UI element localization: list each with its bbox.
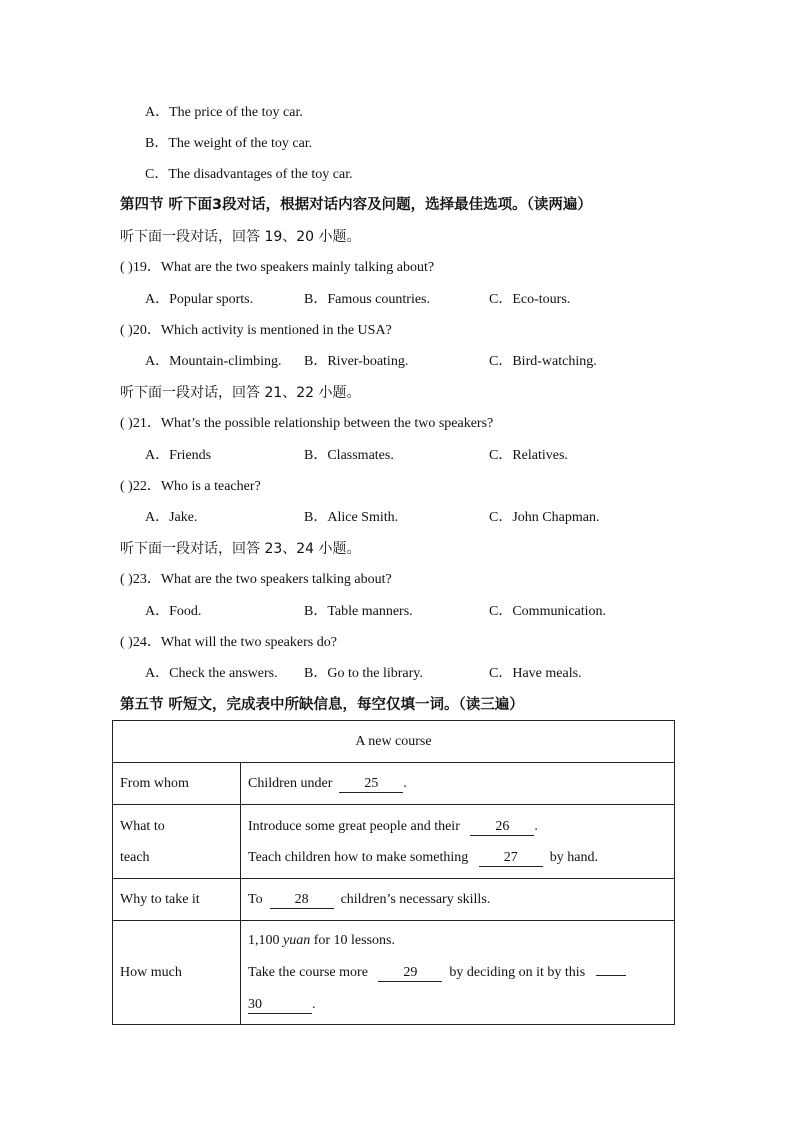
answer-blank-30-start[interactable] — [596, 975, 626, 976]
option-c: C．Bird-watching. — [489, 354, 597, 369]
dialogue-intro: 听下面一段对话，回答 19、20 小题。 — [120, 229, 361, 245]
content-line — [248, 842, 667, 873]
answer-blank-26[interactable]: 26 — [470, 819, 534, 836]
q18-option-b — [145, 135, 312, 153]
answer-blank-30[interactable]: 30 — [248, 997, 312, 1014]
row-label: From whom — [113, 763, 241, 805]
option-a: A．Jake. — [145, 510, 198, 525]
table-title: A new course — [113, 721, 675, 763]
section4-heading: 第四节 听下面3段对话，根据对话内容及问题，选择最佳选项。（读两遍） — [120, 197, 592, 213]
row-content — [241, 763, 675, 805]
option-text: The weight of the toy car. — [168, 136, 313, 151]
table-row — [113, 879, 675, 921]
option-b: B．Alice Smith. — [304, 510, 399, 525]
answer-blank-27[interactable]: 27 — [479, 850, 543, 867]
q18-option-a — [145, 104, 303, 122]
text: Teach children how to make something — [248, 849, 469, 865]
row-label — [113, 805, 241, 879]
option-c: C．Have meals. — [489, 666, 582, 681]
option-a: A．Friends — [145, 448, 212, 463]
row-label: How much — [113, 921, 241, 1025]
row-content — [241, 805, 675, 879]
text: Take the course more — [248, 964, 368, 980]
content-line — [248, 925, 667, 957]
text: To — [248, 892, 263, 907]
question-stem: ( )19．What are the two speakers mainly talking about? — [120, 260, 435, 275]
option-a: A．Mountain-climbing. — [145, 354, 282, 369]
row-content — [241, 921, 675, 1025]
text-italic: yuan — [283, 932, 311, 948]
option-c: C．Eco-tours. — [489, 292, 571, 307]
option-a: A．Popular sports. — [145, 292, 254, 307]
label-line: teach — [120, 849, 150, 865]
option-a: A．Check the answers. — [145, 666, 278, 681]
dialogue-intro: 听下面一段对话，回答 21、22 小题。 — [120, 385, 361, 401]
table-row — [113, 721, 675, 763]
option-a: A．Food. — [145, 604, 202, 619]
question-stem: ( )22．Who is a teacher? — [120, 479, 261, 494]
section5-heading: 第五节 听短文，完成表中所缺信息，每空仅填一词。（读三遍） — [120, 697, 524, 713]
question-stem: ( )23．What are the two speakers talking about? — [120, 572, 392, 587]
text: . — [534, 818, 538, 834]
row-label: Why to take it — [113, 879, 241, 921]
option-b: B．Go to the library. — [304, 666, 423, 681]
text: by deciding on it by this — [449, 964, 586, 980]
question-stem: ( )24．What will the two speakers do? — [120, 635, 337, 650]
q18-option-c — [145, 166, 353, 184]
content-line — [248, 957, 667, 989]
option-text: The price of the toy car. — [169, 105, 303, 120]
option-letter: B． — [145, 136, 169, 151]
option-b: B．Famous countries. — [304, 292, 430, 307]
answer-blank-29[interactable]: 29 — [378, 965, 442, 982]
row-content — [241, 879, 675, 921]
table-row — [113, 805, 675, 879]
text: 1,100 — [248, 932, 280, 948]
option-c: C．John Chapman. — [489, 510, 600, 525]
dialogue-intro: 听下面一段对话，回答 23、24 小题。 — [120, 541, 361, 557]
text: Children under — [248, 776, 333, 791]
question-stem: ( )20．Which activity is mentioned in the USA? — [120, 323, 392, 338]
question-stem: ( )21．What’s the possible relationship between the two speakers? — [120, 416, 494, 431]
option-text: The disadvantages of the toy car. — [168, 167, 353, 182]
option-letter: C． — [145, 167, 169, 182]
label-line: What to — [120, 818, 165, 834]
option-b: B．Table manners. — [304, 604, 413, 619]
content-line — [248, 989, 667, 1021]
text: by hand. — [549, 849, 598, 865]
text: for 10 lessons. — [313, 932, 395, 948]
text: . — [312, 996, 316, 1012]
text: Introduce some great people and their — [248, 818, 460, 834]
option-b: B．Classmates. — [304, 448, 394, 463]
option-c: C．Communication. — [489, 604, 607, 619]
answer-blank-28[interactable]: 28 — [270, 892, 334, 909]
text: . — [403, 776, 407, 791]
option-b: B．River-boating. — [304, 354, 409, 369]
answer-blank-25[interactable]: 25 — [339, 776, 403, 793]
course-table — [112, 720, 675, 1025]
option-letter: A． — [145, 105, 170, 120]
table-row — [113, 921, 675, 1025]
table-row — [113, 763, 675, 805]
text: children’s necessary skills. — [340, 892, 491, 907]
option-c: C．Relatives. — [489, 448, 568, 463]
content-line — [248, 811, 667, 842]
